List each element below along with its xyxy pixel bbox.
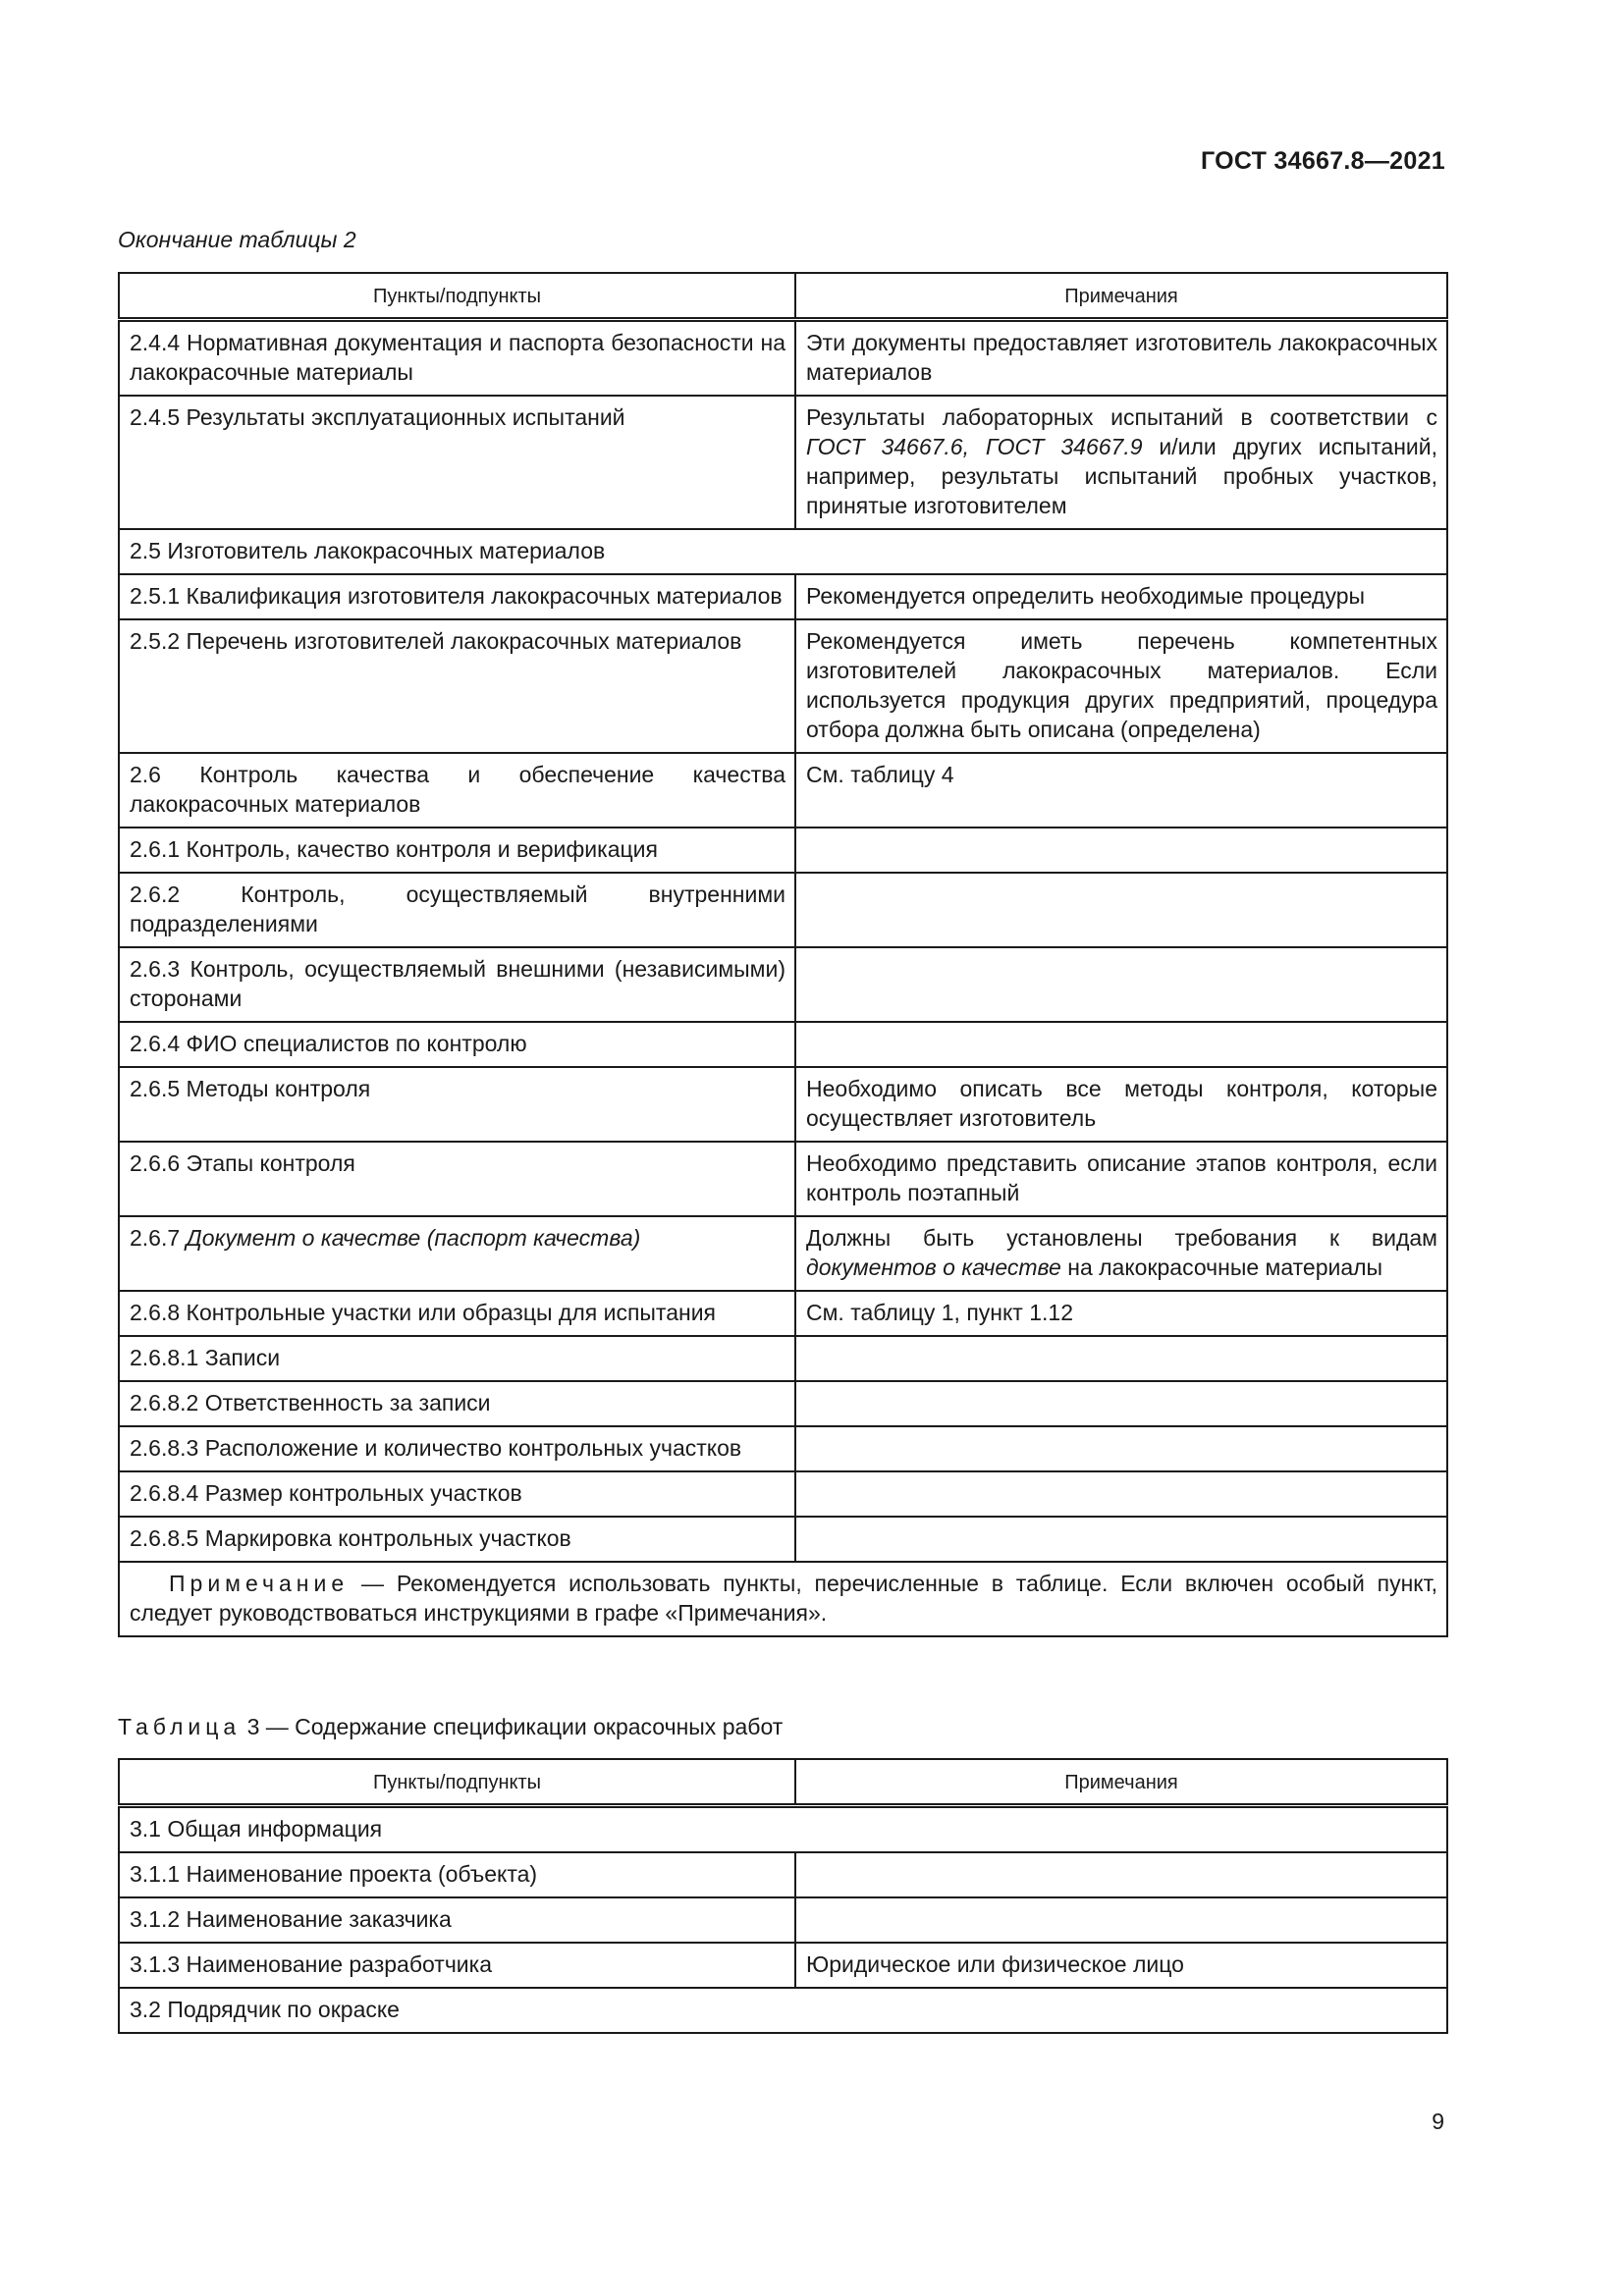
item-cell: 2.5.1 Квалификация изготовителя лакокрасочных материалов — [119, 574, 795, 619]
section-cell: 3.1 Общая информация — [119, 1806, 1447, 1853]
table-row — [119, 529, 1447, 574]
table-row — [119, 873, 1447, 947]
table-row — [119, 320, 1447, 397]
note-cell — [795, 1471, 1447, 1517]
item-cell: 2.6.8 Контрольные участки или образцы для испытания — [119, 1291, 795, 1336]
item-title: Документ о качестве (паспорт качества) — [186, 1225, 641, 1251]
note-cell: Необходимо представить описание этапов контроля, если контроль поэтапный — [795, 1142, 1447, 1216]
item-cell: 2.6.8.5 Маркировка контрольных участков — [119, 1517, 795, 1562]
note-cell — [795, 1852, 1447, 1897]
table-row — [119, 1426, 1447, 1471]
item-cell: 2.4.5 Результаты эксплуатационных испытаний — [119, 396, 795, 529]
table-row — [119, 1897, 1447, 1943]
item-number: 2.6.7 — [130, 1225, 187, 1251]
item-cell: 2.6.8.3 Расположение и количество контрольных участков — [119, 1426, 795, 1471]
table-row — [119, 1517, 1447, 1562]
table-header-row — [119, 1759, 1447, 1806]
note-cell — [795, 873, 1447, 947]
table3-caption-text: 3 — Содержание спецификации окрасочных работ — [241, 1714, 784, 1739]
item-cell: 2.6.3 Контроль, осуществляемый внешними (независимыми) сторонами — [119, 947, 795, 1022]
note-cell — [795, 1336, 1447, 1381]
table-row — [119, 1806, 1447, 1853]
item-cell: 2.4.4 Нормативная документация и паспорта безопасности на лакокрасочные материалы — [119, 320, 795, 397]
item-cell: 3.1.3 Наименование разработчика — [119, 1943, 795, 1988]
note-cell — [795, 1897, 1447, 1943]
section-cell: 3.2 Подрядчик по окраске — [119, 1988, 1447, 2033]
item-cell: 2.6.8.4 Размер контрольных участков — [119, 1471, 795, 1517]
item-cell: 2.6.6 Этапы контроля — [119, 1142, 795, 1216]
table-row — [119, 1471, 1447, 1517]
page-number: 9 — [1432, 2109, 1444, 2134]
document-code: ГОСТ 34667.8—2021 — [1200, 147, 1445, 175]
table-footnote — [119, 1562, 1447, 1636]
table-row — [119, 396, 1447, 529]
item-cell: 3.1.1 Наименование проекта (объекта) — [119, 1852, 795, 1897]
term: документов о качестве — [806, 1255, 1061, 1280]
table-row — [119, 1142, 1447, 1216]
item-cell: 2.5.2 Перечень изготовителей лакокрасочных материалов — [119, 619, 795, 753]
note-cell: См. таблицу 1, пункт 1.12 — [795, 1291, 1447, 1336]
table-row — [119, 1943, 1447, 1988]
note-cell: Рекомендуется иметь перечень компетентных изготовителей лакокрасочных материалов. Если используется продукция других предприятий, процедура отбора должна быть описана (определена) — [795, 619, 1447, 753]
footnote-text: — Рекомендуется использовать пункты, перечисленные в таблице. Если включен особый пункт, следует руководствоваться инструкциями в графе «Примечания». — [130, 1571, 1437, 1626]
table-2 — [118, 272, 1448, 1637]
table-header-row — [119, 273, 1447, 320]
column-header-items: Пункты/подпункты — [119, 273, 795, 320]
table-row — [119, 1988, 1447, 2033]
column-header-items: Пункты/подпункты — [119, 1759, 795, 1806]
note-cell: Юридическое или физическое лицо — [795, 1943, 1447, 1988]
table-note-row — [119, 1562, 1447, 1636]
section-cell: 2.5 Изготовитель лакокрасочных материалов — [119, 529, 1447, 574]
note-text: на лакокрасочные материалы — [1060, 1255, 1383, 1280]
table-row — [119, 1336, 1447, 1381]
item-cell — [119, 1216, 795, 1291]
item-cell: 2.6.8.2 Ответственность за записи — [119, 1381, 795, 1426]
item-cell: 3.1.2 Наименование заказчика — [119, 1897, 795, 1943]
note-cell — [795, 1381, 1447, 1426]
item-cell: 2.6.4 ФИО специалистов по контролю — [119, 1022, 795, 1067]
note-cell: См. таблицу 4 — [795, 753, 1447, 828]
table-row — [119, 1291, 1447, 1336]
standard-reference: ГОСТ 34667.6, ГОСТ 34667.9 — [806, 434, 1143, 459]
table-row — [119, 1381, 1447, 1426]
table-row — [119, 1022, 1447, 1067]
column-header-notes: Примечания — [795, 1759, 1447, 1806]
table-row — [119, 753, 1447, 828]
item-cell: 2.6 Контроль качества и обеспечение качества лакокрасочных материалов — [119, 753, 795, 828]
note-text: и/или других испытаний, например, результаты испытаний пробных участков, принятые изготовителем — [806, 434, 1437, 518]
footnote-label: Примечание — [169, 1571, 350, 1596]
note-text: Результаты лабораторных испытаний в соответствии с — [806, 404, 1437, 430]
table3-caption — [118, 1714, 783, 1740]
table-row — [119, 574, 1447, 619]
note-cell: Эти документы предоставляет изготовитель лакокрасочных материалов — [795, 320, 1447, 397]
item-cell: 2.6.8.1 Записи — [119, 1336, 795, 1381]
note-cell — [795, 396, 1447, 529]
table-3 — [118, 1758, 1448, 2034]
table3-caption-label: Таблица — [118, 1714, 242, 1739]
note-cell — [795, 1426, 1447, 1471]
table-row — [119, 1216, 1447, 1291]
table-row — [119, 828, 1447, 873]
note-cell — [795, 1216, 1447, 1291]
table-row — [119, 1067, 1447, 1142]
note-cell: Необходимо описать все методы контроля, которые осуществляет изготовитель — [795, 1067, 1447, 1142]
item-cell: 2.6.2 Контроль, осуществляемый внутренними подразделениями — [119, 873, 795, 947]
column-header-notes: Примечания — [795, 273, 1447, 320]
table2-caption: Окончание таблицы 2 — [118, 227, 356, 252]
note-cell: Рекомендуется определить необходимые процедуры — [795, 574, 1447, 619]
note-cell — [795, 1517, 1447, 1562]
item-cell: 2.6.5 Методы контроля — [119, 1067, 795, 1142]
note-cell — [795, 947, 1447, 1022]
table-row — [119, 1852, 1447, 1897]
table-row — [119, 947, 1447, 1022]
table-row — [119, 619, 1447, 753]
note-cell — [795, 1022, 1447, 1067]
item-cell: 2.6.1 Контроль, качество контроля и верификация — [119, 828, 795, 873]
note-text: Должны быть установлены требования к видам — [806, 1225, 1437, 1251]
note-cell — [795, 828, 1447, 873]
